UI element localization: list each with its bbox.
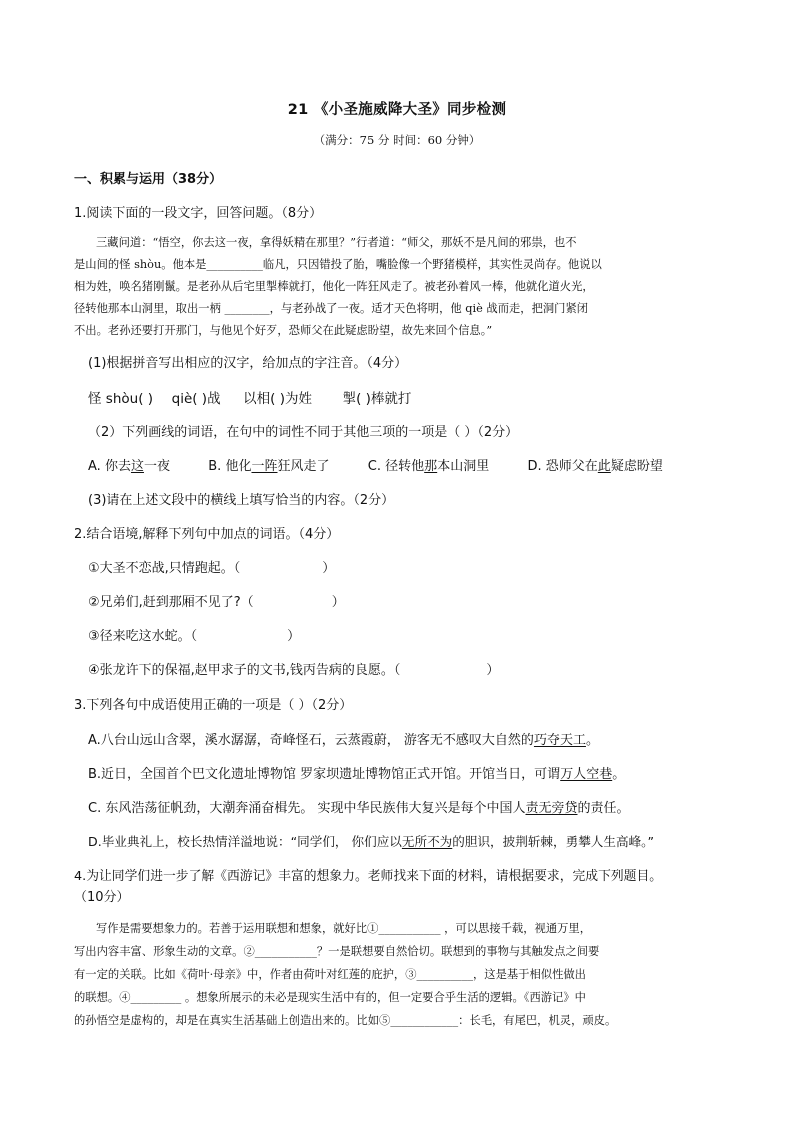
question-3-option-a bbox=[88, 729, 599, 748]
pinyin-item: 掣( )棒就打 bbox=[342, 391, 412, 407]
option-text: 恐师父在 bbox=[545, 459, 598, 474]
question-1-passage bbox=[74, 232, 724, 342]
option-text: 疑虑盼望 bbox=[610, 459, 663, 474]
question-3-option-b bbox=[88, 763, 625, 782]
item-text: ①大圣不恋战,只情跑起。（ bbox=[88, 561, 241, 576]
question-1-options bbox=[88, 455, 663, 474]
passage-line: 不出。老孙还要打开那门，与他见个好歹，恐师父在此疑虑盼望，故先来回个信息。” bbox=[74, 324, 493, 337]
option-d bbox=[527, 459, 662, 474]
option-text: 。 bbox=[612, 767, 626, 782]
question-2-item bbox=[88, 591, 345, 610]
item-text: ②兄弟们,赶到那厢不见了?（ bbox=[88, 595, 254, 610]
option-c bbox=[368, 459, 494, 474]
passage-line: 径转他那本山洞里，取出一柄 ________，与老孙战了一夜。适才天色将明，他 qiè 战而走，把洞门紧闭 bbox=[74, 302, 589, 315]
exam-info: （满分：75 分 时间：60 分钟） bbox=[313, 133, 481, 147]
item-text: ③径来吃这水蛇。（ bbox=[88, 629, 198, 644]
underlined-idiom: 巧夺天工 bbox=[533, 733, 586, 748]
question-3-option-d bbox=[88, 831, 654, 850]
underlined-word: 那 bbox=[424, 459, 438, 474]
option-letter: B. bbox=[208, 459, 222, 474]
page-title: 21 《小圣施威降大圣》同步检测 bbox=[287, 102, 507, 118]
option-text: 径转他 bbox=[385, 459, 425, 474]
passage-line: 写出内容丰富、形象生动的文章。②___________？一是联想要自然恰切。联想到的事物与其触发点之间要 bbox=[74, 945, 600, 958]
passage-line: 的孙悟空是虚构的，却是在真实生活基础上创造出来的。比如⑤____________：长毛，有尾巴，机灵，顽皮。 bbox=[74, 1014, 617, 1027]
option-text: 一夜 bbox=[143, 459, 170, 474]
option-letter: A. bbox=[88, 459, 101, 474]
underlined-word: 一阵 bbox=[251, 459, 278, 474]
option-text: 的胆识，披荆斩棘，勇攀人生高峰。” bbox=[452, 834, 654, 849]
option-text: 狂风走了 bbox=[277, 459, 330, 474]
pinyin-item: 怪 shòu( ) bbox=[88, 391, 154, 407]
option-text: B.近日，全国首个巴文化遗址博物馆 罗家坝遗址博物馆正式开馆。开馆当日，可谓 bbox=[88, 767, 561, 782]
item-text: ） bbox=[322, 561, 336, 576]
option-text: 。 bbox=[585, 733, 599, 748]
option-text: 的责任。 bbox=[577, 801, 630, 816]
option-letter: D. bbox=[527, 459, 542, 474]
option-text: D.毕业典礼上，校长热情洋溢地说：“同学们， 你们应以 bbox=[88, 834, 402, 849]
option-a bbox=[88, 459, 174, 474]
question-2-item bbox=[88, 659, 499, 678]
passage-line: 的联想。④_________ 。想象所展示的未必是现实生活中有的，但一定要合乎生活的逻辑。《西游记》中 bbox=[74, 991, 586, 1004]
passage-line: 相为姓，唤名猪刚鬣。是老孙从后宅里掣棒就打，他化一阵狂风走了。被老孙着风一棒，他就化道火光， bbox=[74, 280, 594, 293]
option-text: 你去 bbox=[104, 459, 131, 474]
question-3-option-c bbox=[88, 797, 630, 816]
passage-line: 有一定的关联。比如《荷叶·母亲》中，作者由荷叶对红莲的庇护，③__________，这是基于相似性做出 bbox=[74, 968, 586, 981]
option-text: A.八台山远山含翠，溪水潺潺，奇峰怪石，云蒸霞蔚， 游客无不感叹大自然的 bbox=[88, 733, 534, 748]
question-1-stem: 1.阅读下面的一段文字，回答问题。（8分） bbox=[74, 206, 323, 221]
question-1-sub-3: (3)请在上述文段中的横线上填写恰当的内容。（2分） bbox=[88, 493, 395, 508]
question-2-item bbox=[88, 557, 335, 576]
question-4-passage bbox=[74, 917, 724, 1032]
pinyin-row bbox=[88, 387, 411, 407]
underlined-word: 这 bbox=[130, 459, 144, 474]
passage-line: 是山间的怪 shòu。他本是__________临凡，只因错投了胎，嘴脸像一个野猪模样，其实性灵尚存。他说以 bbox=[74, 258, 602, 271]
option-text: 本山洞里 bbox=[437, 459, 490, 474]
underlined-idiom: 责无旁贷 bbox=[525, 801, 578, 816]
section-heading: 一、积累与运用（38分） bbox=[74, 172, 223, 187]
item-text: ） bbox=[331, 595, 345, 610]
option-text: C. 东风浩荡征帆劲，大潮奔涌奋楫先。 实现中华民族伟大复兴是每个中国人 bbox=[88, 801, 526, 816]
question-4-score: （10分） bbox=[74, 890, 130, 905]
question-1-sub-1: (1)根据拼音写出相应的汉字，给加点的字注音。（4分） bbox=[88, 356, 408, 371]
underlined-idiom: 万人空巷 bbox=[560, 767, 613, 782]
question-4-stem: 4.为让同学们进一步了解《西游记》丰富的想象力。老师找来下面的材料，请根据要求，完成下列题目。 bbox=[74, 869, 663, 884]
item-text: ④张龙许下的保福,赵甲求子的文书,钱丙告病的良愿。（ bbox=[88, 663, 401, 678]
passage-line: 三藏问道：“悟空，你去这一夜，拿得妖精在那里？”行者道：“师父，那妖不是凡间的邪祟，也不 bbox=[96, 236, 577, 249]
question-1-sub-2: （2）下列画线的词语，在句中的词性不同于其他三项的一项是（ ）（2分） bbox=[88, 425, 519, 440]
option-letter: C. bbox=[367, 459, 382, 474]
passage-line: 写作是需要想象力的。若善于运用联想和想象，就好比①___________ ，可以思接千载，视通万里， bbox=[96, 922, 592, 935]
underlined-word: 此 bbox=[597, 459, 611, 474]
option-b bbox=[208, 459, 333, 474]
question-3-stem: 3.下列各句中成语使用正确的一项是（ ）（2分） bbox=[74, 698, 353, 713]
option-text: 他化 bbox=[225, 459, 252, 474]
question-2-item bbox=[88, 625, 300, 644]
pinyin-item: qiè( )战 bbox=[171, 391, 221, 407]
question-2-stem: 2.结合语境,解释下列句中加点的词语。（4分） bbox=[74, 527, 340, 542]
item-text: ） bbox=[287, 629, 301, 644]
underlined-idiom: 无所不为 bbox=[401, 834, 453, 849]
pinyin-item: 以相( )为姓 bbox=[243, 391, 312, 407]
item-text: ） bbox=[486, 663, 500, 678]
